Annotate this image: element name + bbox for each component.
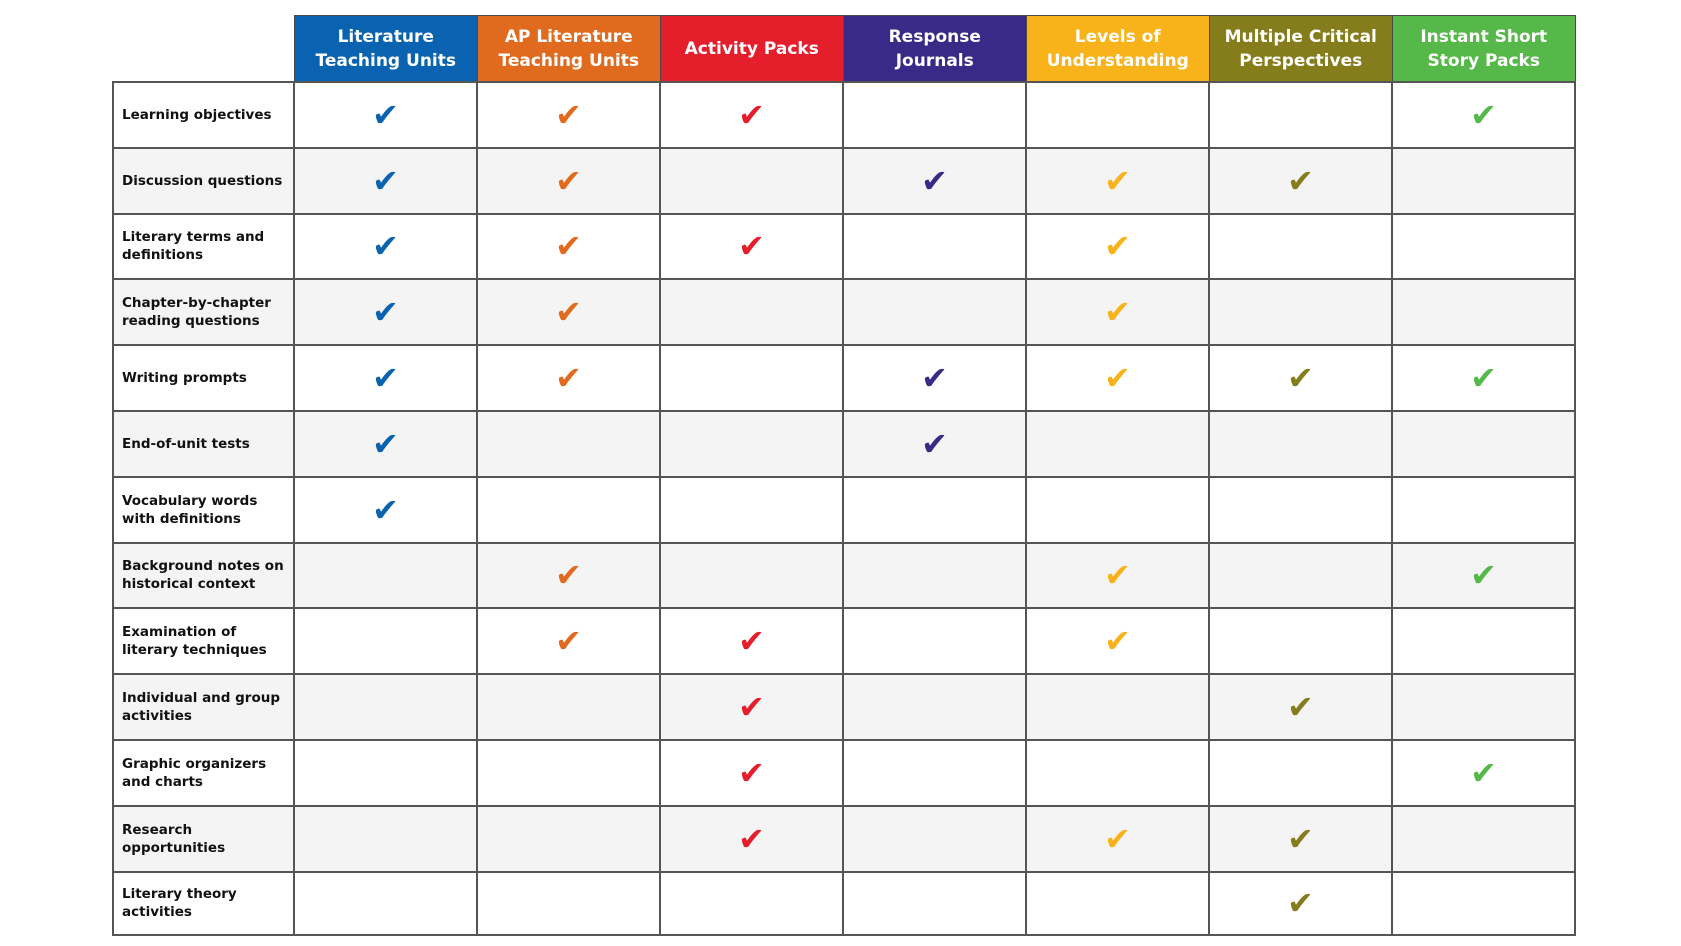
table-cell [1027, 81, 1210, 147]
table-cell [1210, 739, 1393, 805]
checkmark-icon: ✔ [738, 95, 765, 134]
table-cell [1393, 871, 1576, 937]
checkmark-icon: ✔ [372, 293, 399, 332]
table-cell [1027, 542, 1210, 608]
table-cell [1027, 278, 1210, 344]
table-cell [478, 673, 661, 739]
table-cell [844, 871, 1027, 937]
table-cell [295, 81, 478, 147]
column-header-multiple-critical-perspectives: Multiple Critical Perspectives [1209, 15, 1394, 81]
column-header-ap-literature-teaching-units: AP Literature Teaching Units [477, 15, 662, 81]
table-cell [844, 739, 1027, 805]
checkmark-icon: ✔ [555, 293, 582, 332]
checkmark-icon: ✔ [738, 622, 765, 661]
table-cell [1393, 147, 1576, 213]
table-cell [295, 278, 478, 344]
checkmark-icon: ✔ [1470, 359, 1497, 398]
table-cell [295, 344, 478, 410]
checkmark-icon: ✔ [372, 95, 399, 134]
table-cell [1210, 344, 1393, 410]
table-cell [478, 147, 661, 213]
checkmark-icon: ✔ [555, 95, 582, 134]
table-cell [295, 739, 478, 805]
table-cell [1027, 673, 1210, 739]
table-cell [1027, 344, 1210, 410]
table-cell [478, 476, 661, 542]
table-cell [844, 805, 1027, 871]
table-cell [478, 344, 661, 410]
table-cell [1393, 410, 1576, 476]
checkmark-icon: ✔ [1287, 359, 1314, 398]
checkmark-icon: ✔ [1287, 819, 1314, 858]
column-header-literature-teaching-units: Literature Teaching Units [294, 15, 479, 81]
table-cell [661, 673, 844, 739]
table-cell [1027, 739, 1210, 805]
table-cell [661, 739, 844, 805]
checkmark-icon: ✔ [372, 227, 399, 266]
table-cell [1027, 607, 1210, 673]
checkmark-icon: ✔ [921, 359, 948, 398]
checkmark-icon: ✔ [738, 819, 765, 858]
checkmark-icon: ✔ [738, 688, 765, 727]
table-cell [1393, 739, 1576, 805]
table-cell [661, 278, 844, 344]
table-cell [478, 871, 661, 937]
row-label-literary-terms-and-definitions: Literary terms and definitions [112, 213, 295, 279]
table-cell [1210, 871, 1393, 937]
table-cell [295, 147, 478, 213]
row-label-graphic-organizers-and-charts: Graphic organizers and charts [112, 739, 295, 805]
table-cell [295, 871, 478, 937]
column-header-levels-of-understanding: Levels of Understanding [1026, 15, 1211, 81]
table-cell [295, 805, 478, 871]
column-header-response-journals: Response Journals [843, 15, 1028, 81]
table-cell [295, 607, 478, 673]
table-cell [661, 871, 844, 937]
table-cell [478, 213, 661, 279]
table-cell [295, 476, 478, 542]
row-label-individual-and-group-activities: Individual and group activities [112, 673, 295, 739]
table-cell [661, 213, 844, 279]
row-label-research-opportunities: Research opportunities [112, 805, 295, 871]
table-cell [1393, 81, 1576, 147]
checkmark-icon: ✔ [372, 490, 399, 529]
table-cell [844, 607, 1027, 673]
table-cell [1210, 81, 1393, 147]
checkmark-icon: ✔ [1287, 161, 1314, 200]
table-cell [1393, 805, 1576, 871]
table-cell [478, 542, 661, 608]
checkmark-icon: ✔ [372, 424, 399, 463]
table-cell [844, 147, 1027, 213]
table-cell [661, 147, 844, 213]
table-cell [1210, 278, 1393, 344]
checkmark-icon: ✔ [1287, 688, 1314, 727]
table-cell [1210, 542, 1393, 608]
table-cell [1027, 410, 1210, 476]
checkmark-icon: ✔ [1104, 293, 1131, 332]
table-cell [661, 607, 844, 673]
row-label-vocabulary-words-with-definitions: Vocabulary words with definitions [112, 476, 295, 542]
table-cell [844, 278, 1027, 344]
checkmark-icon: ✔ [555, 161, 582, 200]
table-cell [1210, 147, 1393, 213]
table-cell [478, 410, 661, 476]
checkmark-icon: ✔ [1470, 556, 1497, 595]
checkmark-icon: ✔ [555, 556, 582, 595]
checkmark-icon: ✔ [1470, 753, 1497, 792]
table-cell [1393, 278, 1576, 344]
comparison-table [112, 15, 1576, 936]
row-label-discussion-questions: Discussion questions [112, 147, 295, 213]
table-cell [1393, 542, 1576, 608]
checkmark-icon: ✔ [1287, 884, 1314, 923]
checkmark-icon: ✔ [1104, 622, 1131, 661]
table-cell [661, 410, 844, 476]
table-cell [478, 278, 661, 344]
column-header-activity-packs: Activity Packs [660, 15, 845, 81]
checkmark-icon: ✔ [1470, 95, 1497, 134]
table-cell [661, 81, 844, 147]
checkmark-icon: ✔ [1104, 819, 1131, 858]
row-label-chapter-by-chapter-reading-questions: Chapter-by-chapter reading questions [112, 278, 295, 344]
table-cell [1210, 410, 1393, 476]
row-label-end-of-unit-tests: End-of-unit tests [112, 410, 295, 476]
table-cell [1210, 805, 1393, 871]
table-cell [1210, 213, 1393, 279]
table-cell [478, 607, 661, 673]
table-cell [1027, 805, 1210, 871]
table-cell [295, 673, 478, 739]
table-cell [1027, 213, 1210, 279]
table-cell [478, 805, 661, 871]
table-cell [844, 476, 1027, 542]
table-cell [1027, 147, 1210, 213]
table-cell [1393, 673, 1576, 739]
table-cell [295, 410, 478, 476]
checkmark-icon: ✔ [1104, 227, 1131, 266]
checkmark-icon: ✔ [921, 424, 948, 463]
table-cell [844, 410, 1027, 476]
table-corner [112, 15, 295, 81]
checkmark-icon: ✔ [921, 161, 948, 200]
table-cell [1393, 476, 1576, 542]
row-label-examination-of-literary-techniques: Examination of literary techniques [112, 607, 295, 673]
table-cell [295, 542, 478, 608]
row-label-learning-objectives: Learning objectives [112, 81, 295, 147]
table-cell [661, 344, 844, 410]
table-cell [1393, 607, 1576, 673]
table-cell [478, 81, 661, 147]
checkmark-icon: ✔ [1104, 161, 1131, 200]
row-label-literary-theory-activities: Literary theory activities [112, 871, 295, 937]
table-cell [661, 476, 844, 542]
table-cell [1027, 871, 1210, 937]
checkmark-icon: ✔ [555, 622, 582, 661]
table-cell [295, 213, 478, 279]
checkmark-icon: ✔ [1104, 556, 1131, 595]
table-cell [844, 213, 1027, 279]
table-cell [1393, 213, 1576, 279]
table-cell [478, 739, 661, 805]
checkmark-icon: ✔ [1104, 359, 1131, 398]
checkmark-icon: ✔ [372, 359, 399, 398]
table-cell [1210, 673, 1393, 739]
row-label-writing-prompts: Writing prompts [112, 344, 295, 410]
table-cell [1210, 607, 1393, 673]
table-cell [661, 542, 844, 608]
checkmark-icon: ✔ [555, 227, 582, 266]
table-cell [844, 673, 1027, 739]
column-header-instant-short-story-packs: Instant Short Story Packs [1392, 15, 1577, 81]
table-cell [1210, 476, 1393, 542]
checkmark-icon: ✔ [738, 227, 765, 266]
row-label-background-notes-on-historical-context: Background notes on historical context [112, 542, 295, 608]
table-cell [844, 344, 1027, 410]
table-cell [1393, 344, 1576, 410]
checkmark-icon: ✔ [372, 161, 399, 200]
table-cell [661, 805, 844, 871]
table-cell [844, 542, 1027, 608]
table-cell [844, 81, 1027, 147]
checkmark-icon: ✔ [555, 359, 582, 398]
table-cell [1027, 476, 1210, 542]
checkmark-icon: ✔ [738, 753, 765, 792]
